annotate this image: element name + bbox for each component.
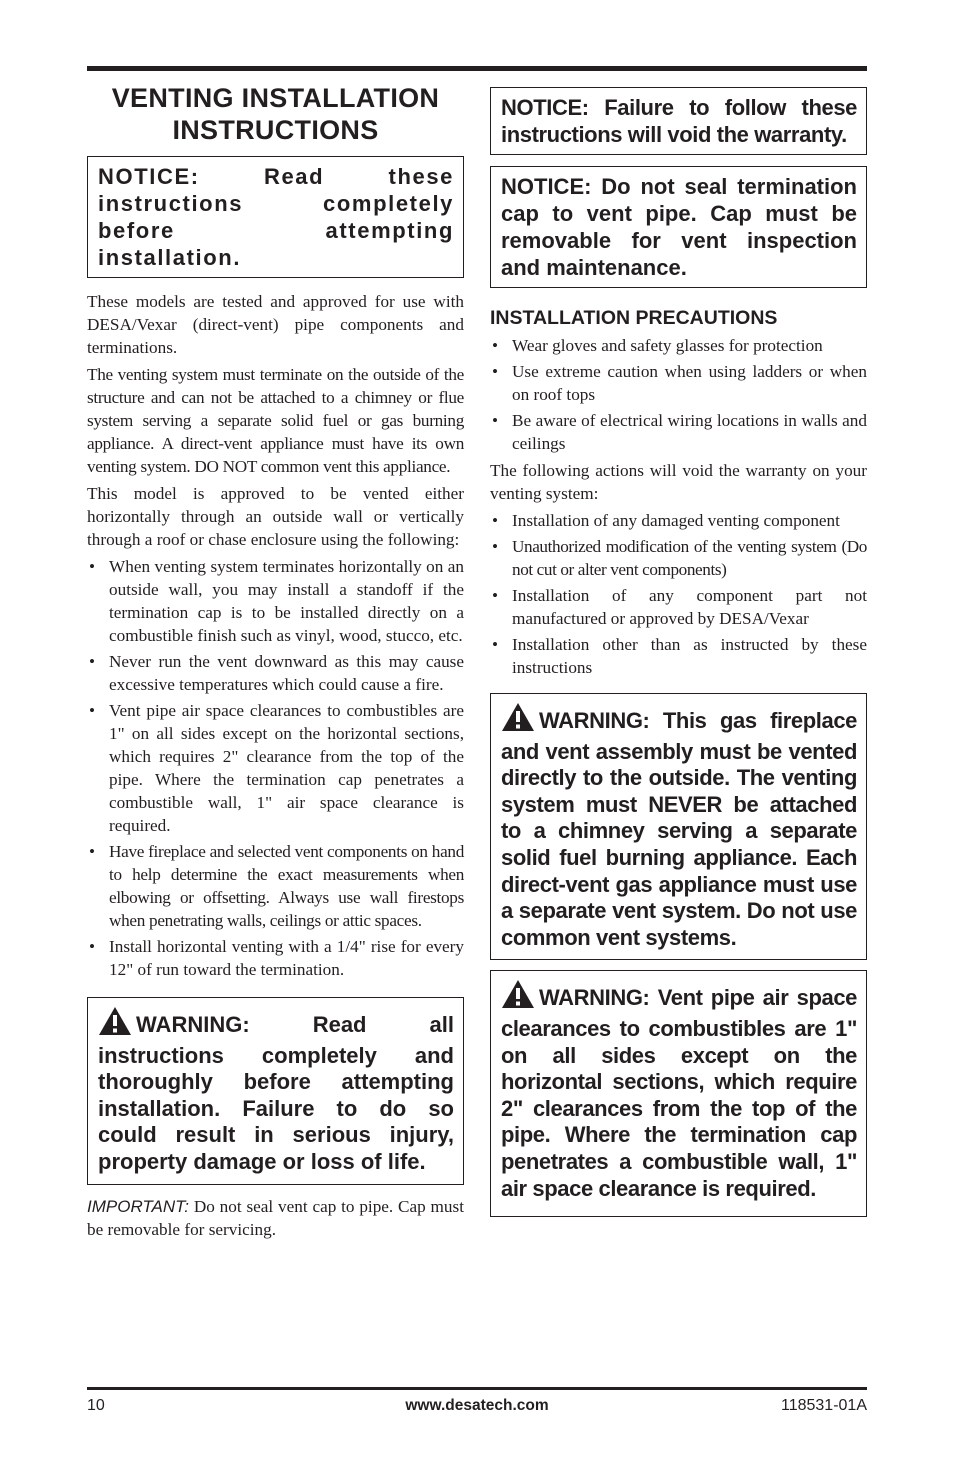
list-item: • Wear gloves and safety glasses for protection [492, 336, 823, 355]
list-item: • Installation of any damaged venting component [492, 511, 840, 530]
list-item: • Installation other than as instructed by these instructions [492, 635, 867, 677]
bullet-icon: • [89, 701, 96, 720]
void-warranty-intro: The following actions will void the warranty on your venting system: [490, 461, 867, 503]
list-item: • Have fireplace and selected vent components on hand to help determine the exact measurements when elbowing or offsetting. Always use wall firestops when penetrating walls, ceilings or attic spaces. [89, 842, 464, 930]
warning-vent-outside: WARNING: This gas fireplace and vent assembly must be vented directly to the outside. The venting system must NEVER be attached to a chimney serving a separate solid fuel burning appliance. Each direct-vent gas appliance must use a separate vent system. Do not use common vent systems. [490, 693, 867, 960]
list-item: • Be aware of electrical wiring locations in walls and ceilings [492, 411, 867, 453]
bullet-icon: • [492, 586, 499, 605]
bullet-icon: • [492, 537, 498, 556]
paragraph-tested-approved: These models are tested and approved for use with DESA/Vexar (direct-vent) pipe components and terminations. [87, 292, 464, 357]
list-item: • Never run the vent downward as this may cause excessive temperatures which could cause a fire. [89, 652, 464, 694]
footer-website: www.desatech.com [405, 1397, 549, 1414]
bullet-icon: • [89, 557, 96, 576]
bullet-icon: • [89, 842, 95, 861]
page-title: VENTING INSTALLATION INSTRUCTIONS [111, 83, 440, 145]
list-item: • Use extreme caution when using ladders or when on roof tops [492, 362, 867, 404]
important-note: IMPORTANT: Do not seal vent cap to pipe. Cap must be removable for servicing. [87, 1196, 464, 1239]
warning-triangle-icon [501, 979, 535, 1016]
notice-do-not-seal: NOTICE: Do not seal termination cap to vent pipe. Cap must be removable for vent inspection and maintenance. [490, 166, 867, 288]
list-item: • When venting system terminates horizontally on an outside wall, you may install a standoff if the termination cap is to be installed directly on a combustible finish such as vinyl, wood, stucco, etc. [89, 557, 464, 645]
void-warranty-list [490, 509, 867, 679]
bullet-icon: • [492, 362, 499, 381]
warning-triangle-icon [98, 1006, 132, 1043]
paragraph-venting-system: The venting system must terminate on the outside of the structure and can not be attached to a chimney or flue system serving a separate solid fuel or gas burning appliance. A direct-vent appliance must have its own venting system. DO NOT common vent this appliance. [87, 365, 464, 476]
list-item: • Vent pipe air space clearances to combustibles are 1" on all sides except on the horizontal sections, which requires 2" clearance from the top of the pipe. Where the termination cap penetrates a combustible wall, 1" air space clearance is required. [89, 701, 464, 835]
list-item: • Installation of any component part not manufactured or approved by DESA/Vexar [492, 586, 867, 628]
right-column [490, 87, 867, 1217]
bullet-icon: • [492, 336, 499, 355]
document-code: 118531-01A [781, 1397, 867, 1414]
paragraph-approved-vented: This model is approved to be vented either horizontally through an outside wall or vertically through a roof or chase enclosure using the following: [87, 484, 464, 549]
bullet-icon: • [492, 411, 499, 430]
top-rule [87, 66, 867, 71]
bullet-icon: • [492, 511, 499, 530]
warning-air-space-clearance: WARNING: Vent pipe air space clearances to combustibles are 1" on all sides except on the horizontal sections, which require 2" clearances from the top of the pipe. Where the termination cap penetrates a combustible wall, 1" air space clearance is required. [490, 970, 867, 1217]
warning-read-all: WARNING: Read all instructions completely and thoroughly before attempting installation. Failure to do so could result in serious injury, property damage or loss of life. [87, 997, 464, 1185]
precautions-list [490, 334, 867, 455]
installation-precautions-heading: INSTALLATION PRECAUTIONS [490, 307, 778, 329]
venting-options-list [87, 555, 464, 981]
list-item: • Install horizontal venting with a 1/4" rise for every 12" of run toward the termination. [89, 937, 464, 979]
list-item: • Unauthorized modification of the venting system (Do not cut or alter vent components) [492, 537, 867, 579]
footer-rule [87, 1387, 867, 1390]
left-column [87, 80, 464, 1245]
notice-void-warranty: NOTICE: Failure to follow these instructions will void the warranty. [490, 87, 867, 155]
bullet-icon: • [492, 635, 499, 654]
important-label: IMPORTANT: [87, 1196, 189, 1216]
warning-triangle-icon [501, 702, 535, 739]
notice-read-instructions: NOTICE: Read these instructions completely before attempting installation. [87, 156, 464, 278]
bullet-icon: • [89, 652, 96, 671]
page-number: 10 [87, 1397, 105, 1414]
bullet-icon: • [89, 937, 96, 956]
